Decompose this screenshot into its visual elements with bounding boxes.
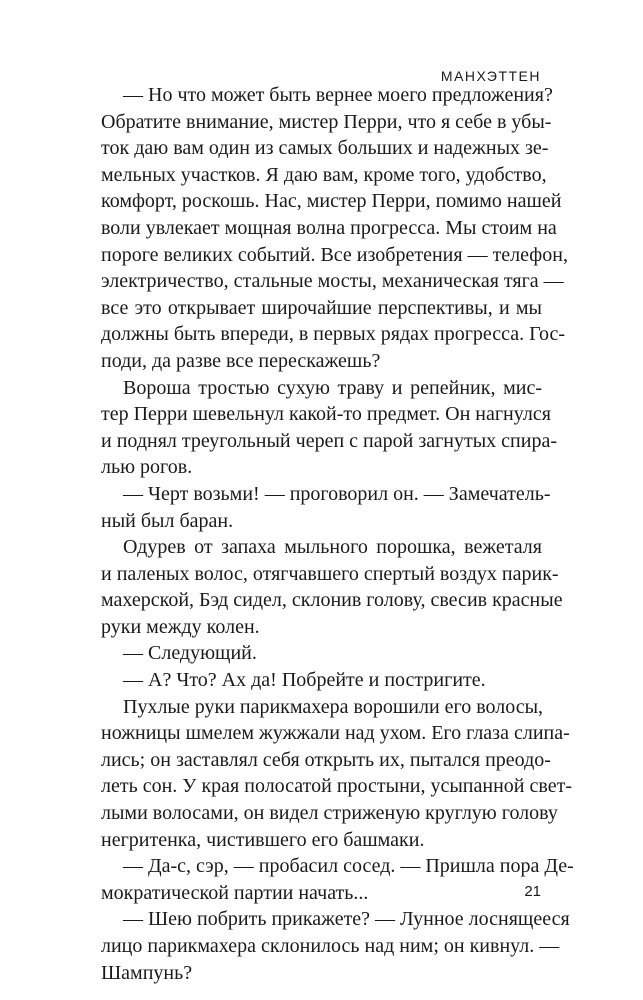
text-line: мократической партии начать...	[101, 881, 369, 904]
text-line: лью рогов.	[101, 456, 193, 479]
paragraph	[101, 906, 570, 986]
text-line: негритенка, чистившего его башмаки.	[101, 828, 425, 851]
text-line: Обратите внимание, мистер Перри, что я себе в убы-	[101, 110, 552, 133]
text-line: и поднял треугольный череп с парой загнутых спира-	[101, 429, 557, 452]
text-line: ток даю вам один из самых больших и надежных зе-	[101, 137, 549, 160]
paragraph	[101, 375, 557, 481]
paragraph	[101, 640, 542, 667]
paragraph	[101, 481, 551, 534]
text-line: тер Перри шевельнул какой-то предмет. Он нагнулся	[101, 403, 551, 426]
text-line: Вороша тростью сухую траву и репейник, мис-	[123, 376, 542, 399]
running-title: МАНХЭТТЕН	[440, 68, 541, 84]
text-line: Пухлые руки парикмахера ворошили его волосы,	[123, 695, 544, 718]
text-line: леть сон. У края полосатой простыни, усыпанной свет-	[101, 775, 572, 798]
text-line: Одурев от запаха мыльного порошка, вежеталя	[123, 536, 542, 559]
text-line: — А? Что? Ах да! Побрейте и постригите.	[123, 669, 486, 692]
text-line: должны быть впереди, в первых рядах прогресса. Гос-	[101, 323, 565, 346]
text-line: комфорт, роскошь. Нас, мистер Перри, помимо нашей	[101, 190, 562, 213]
text-line: и паленых волос, отягчавшего спертый воздух парик-	[101, 562, 559, 585]
text-line: ножницы шмелем жужжали над ухом. Его глаза слипа-	[101, 722, 570, 745]
text-line: — Шею побрить прикажете? — Лунное лоснящееся	[123, 908, 570, 931]
text-line: все это открывает широчайшие перспективы, и мы	[101, 296, 542, 319]
text-line: воли увлекает мощная волна прогресса. Мы стоим на	[101, 216, 557, 239]
body-text	[101, 82, 574, 986]
text-line: пороге великих событий. Все изобретения — телефон,	[101, 243, 568, 266]
text-line: — Черт возьми! — проговорил он. — Замечатель-	[123, 482, 551, 505]
text-line: — Следующий.	[123, 642, 257, 665]
paragraph	[101, 82, 568, 375]
text-line: махерской, Бэд сидел, склонив голову, свесив красные	[101, 589, 563, 612]
text-line: электричество, стальные мосты, механическая тяга —	[101, 270, 564, 293]
text-line: — Да-с, сэр, — пробасил сосед. — Пришла пора Де-	[123, 855, 574, 878]
text-line: лись; он заставлял себя открыть их, пытался преодо-	[101, 748, 551, 771]
text-line: Шампунь?	[101, 961, 193, 984]
text-line: лыми волосами, он видел стриженую круглую голову	[101, 802, 558, 825]
paragraph	[101, 694, 572, 854]
text-line: ный был баран.	[101, 509, 234, 532]
paragraph	[101, 667, 542, 694]
text-line: руки между колен.	[101, 615, 260, 638]
text-line: — Но что может быть вернее моего предложения?	[123, 84, 553, 106]
paragraph	[101, 534, 563, 640]
text-line: поди, да разве все перескажешь?	[101, 349, 381, 372]
paragraph	[101, 853, 574, 906]
text-line: лицо парикмахера склонилось над ним; он кивнул. —	[101, 935, 560, 957]
text-line: мельных участков. Я даю вам, кроме того, удобство,	[101, 163, 547, 186]
page-number: 21	[524, 883, 541, 900]
